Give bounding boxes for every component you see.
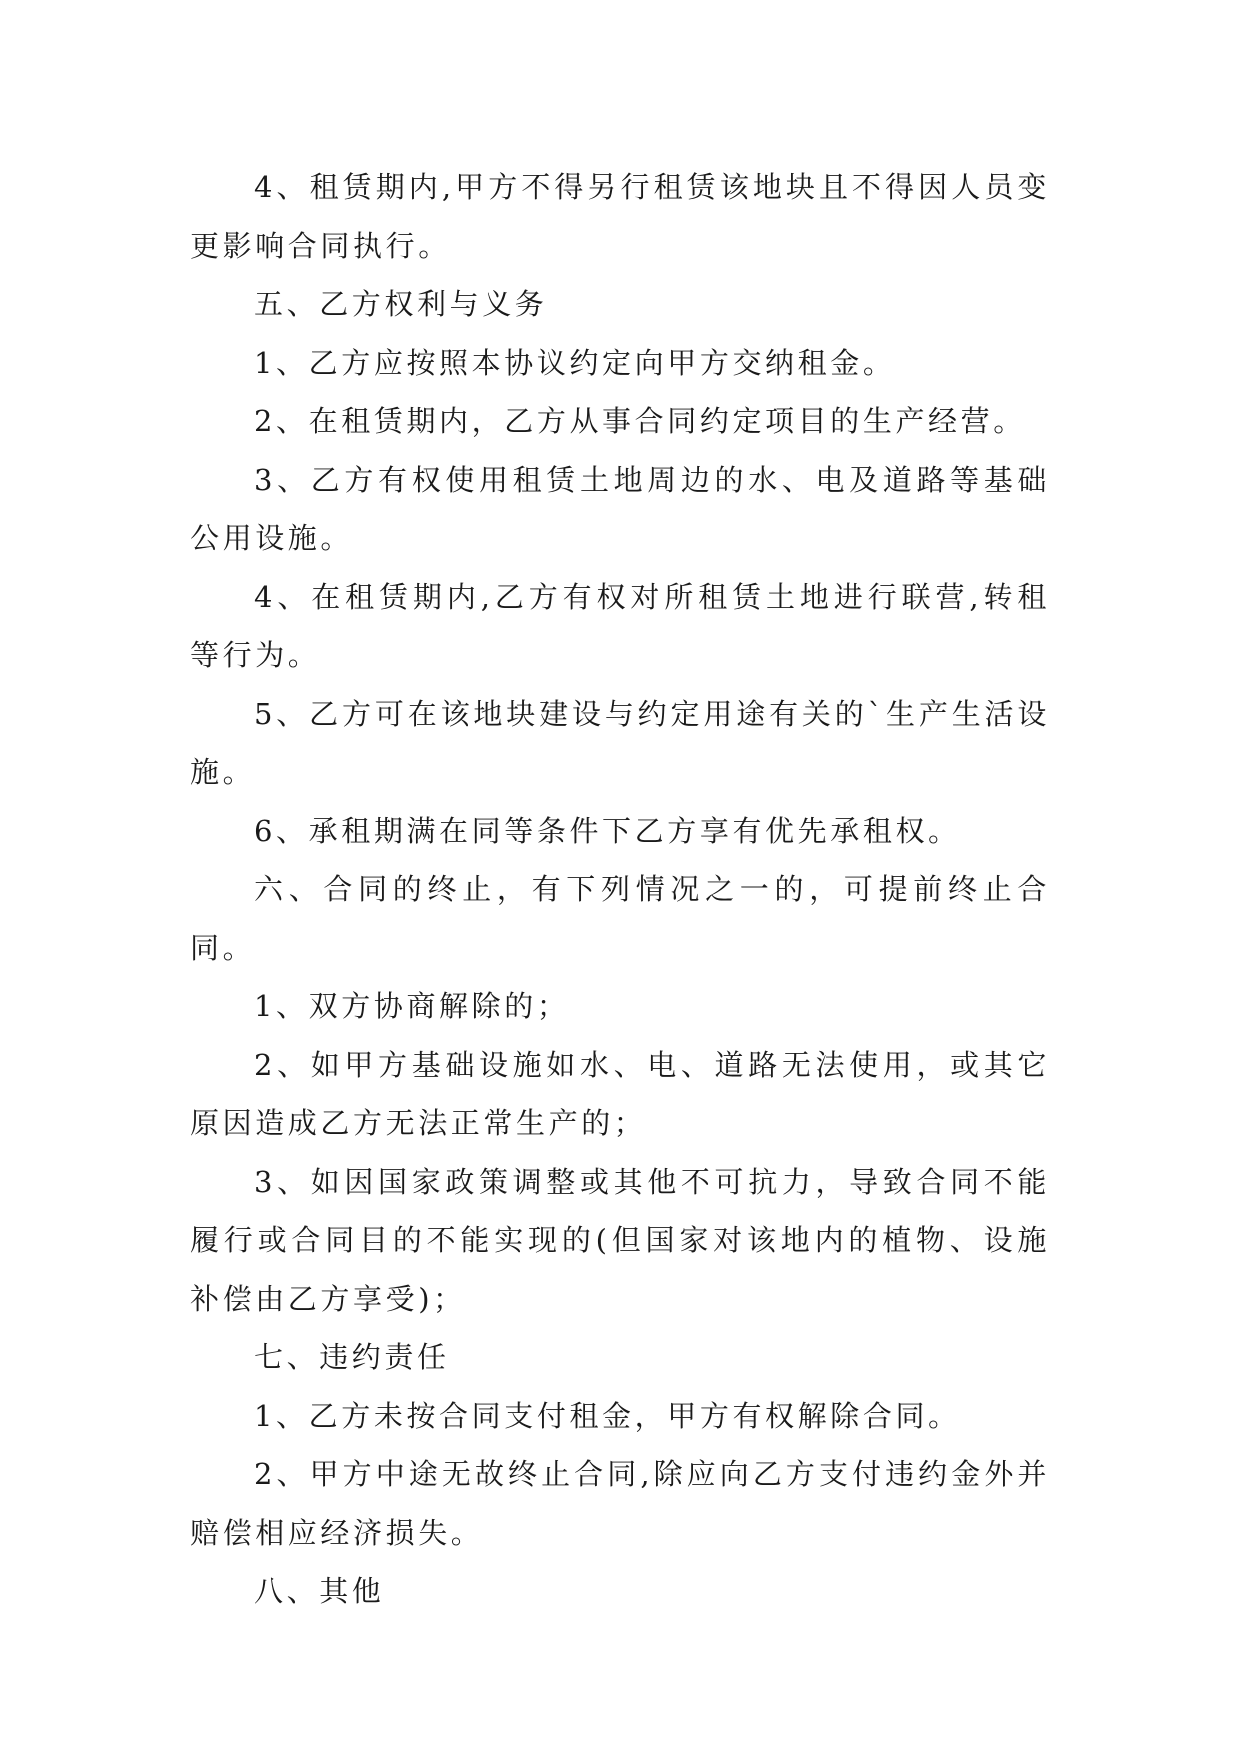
paragraph-facilities: 5、乙方可在该地块建设与约定用途有关的`生产生活设施。: [190, 696, 1050, 789]
paragraph-priority-renewal: 6、承租期满在同等条件下乙方享有优先承租权。: [254, 813, 961, 848]
paragraph-infrastructure-failure: 2、如甲方基础设施如水、电、道路无法使用，或其它原因造成乙方无法正常生产的；: [190, 1047, 1050, 1140]
heading-section-5: 五、乙方权利与义务: [254, 287, 548, 321]
paragraph-early-termination-penalty: 2、甲方中途无故终止合同,除应向乙方支付违约金外并赔偿相应经济损失。: [190, 1457, 1050, 1550]
paragraph-lessor-no-sublease: 4、租赁期内,甲方不得另行租赁该地块且不得因人员变更影响合同执行。: [190, 170, 1050, 263]
paragraph-unpaid-rent: 1、乙方未按合同支付租金，甲方有权解除合同。: [254, 1398, 961, 1433]
heading-section-6: 六、合同的终止，有下列情况之一的，可提前终止合同。: [190, 872, 1050, 965]
document-body: [190, 158, 1050, 1621]
paragraph-force-majeure: 3、如因国家政策调整或其他不可抗力，导致合同不能履行或合同目的不能实现的(但国家对该地内的植物、设施补偿由乙方享受)；: [190, 1164, 1050, 1316]
paragraph-operations: 2、在租赁期内，乙方从事合同约定项目的生产经营。: [254, 404, 1026, 438]
paragraph-utilities: 3、乙方有权使用租赁土地周边的水、电及道路等基础公用设施。: [190, 462, 1050, 555]
heading-section-7: 七、违约责任: [254, 1340, 450, 1374]
paragraph-sublease-right: 4、在租赁期内,乙方有权对所租赁土地进行联营,转租等行为。: [190, 579, 1050, 672]
paragraph-mutual-termination: 1、双方协商解除的；: [254, 989, 570, 1023]
paragraph-pay-rent: 1、乙方应按照本协议约定向甲方交纳租金。: [254, 345, 896, 380]
heading-section-8: 八、其他: [254, 1574, 385, 1608]
